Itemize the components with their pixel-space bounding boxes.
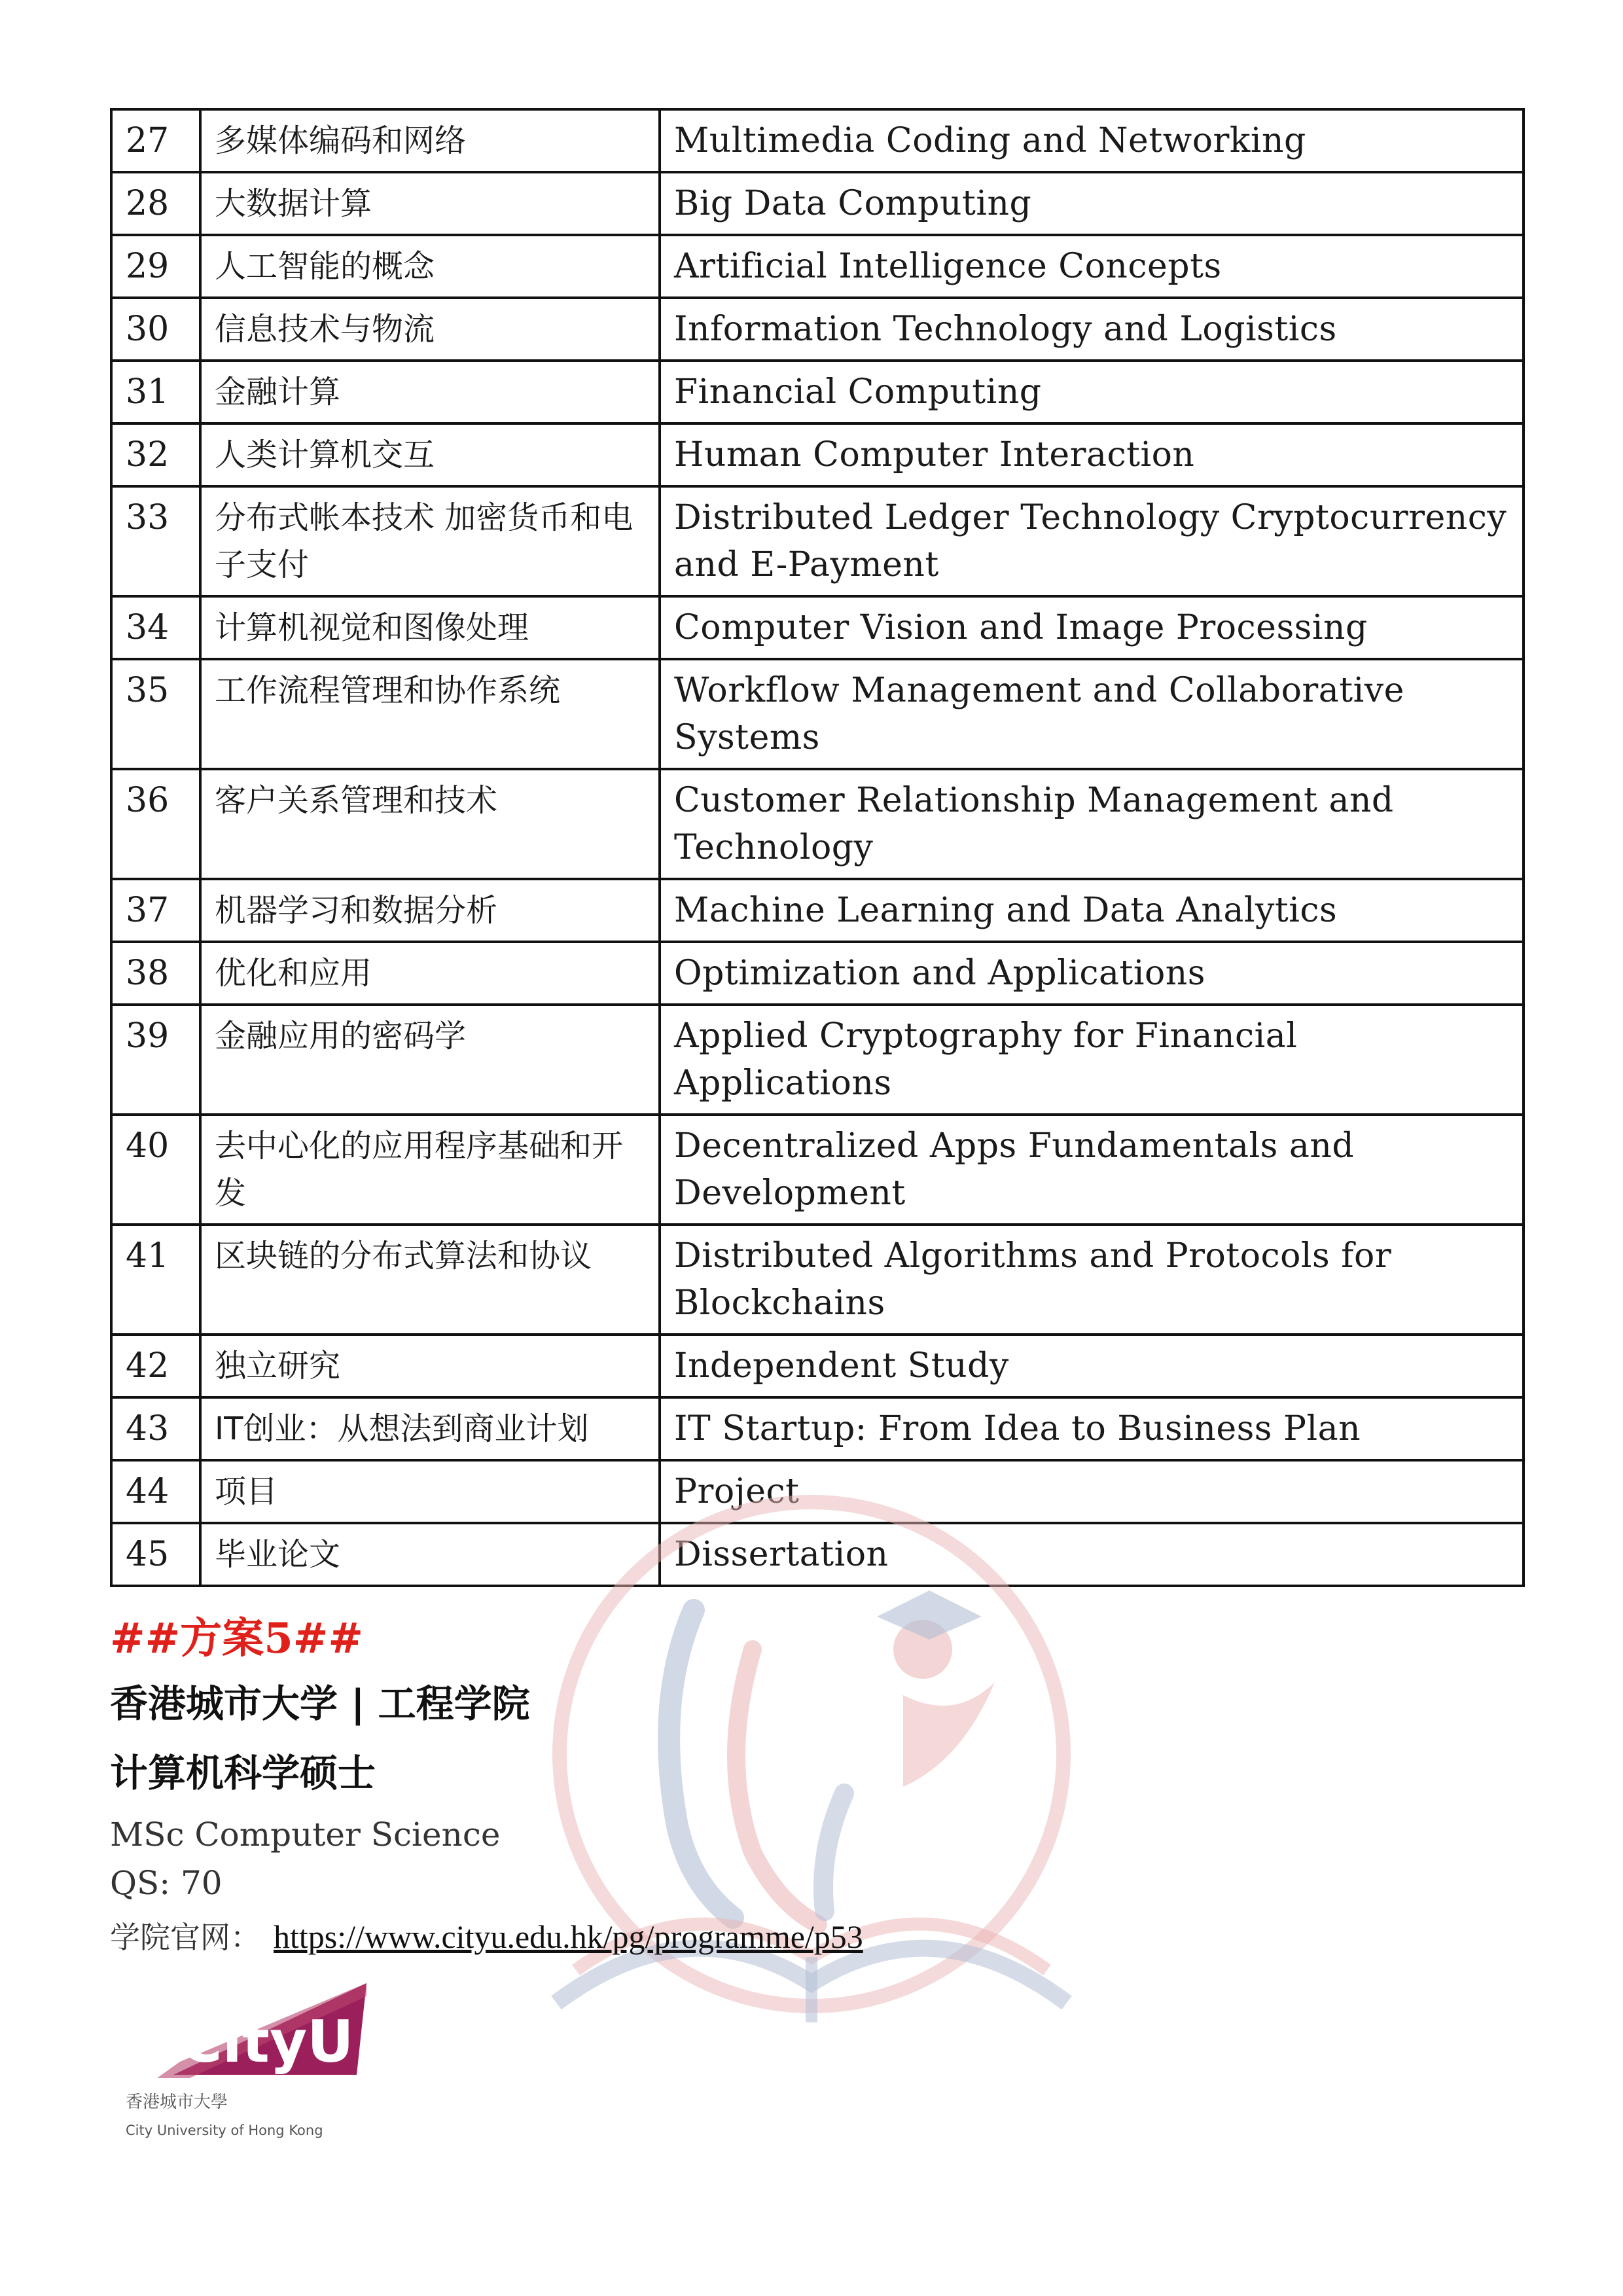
course-number: 34 <box>111 596 200 659</box>
course-name-zh: 计算机视觉和图像处理 <box>200 596 660 659</box>
course-name-zh: 项目 <box>200 1460 660 1523</box>
course-name-zh: 信息技术与物流 <box>200 298 660 361</box>
course-name-en: Project <box>660 1460 1524 1523</box>
course-name-zh: 工作流程管理和协作系统 <box>200 659 660 769</box>
course-number: 29 <box>111 235 200 298</box>
course-number: 28 <box>111 172 200 235</box>
website-link[interactable]: https://www.cityu.edu.hk/pg/programme/p53 <box>274 1918 863 1955</box>
course-number: 33 <box>111 486 200 596</box>
course-name-zh: 优化和应用 <box>200 942 660 1005</box>
degree-title-en: MSc Computer Science <box>110 1816 501 1854</box>
course-name-zh: 人类计算机交互 <box>200 423 660 486</box>
course-row <box>111 361 1524 423</box>
course-name-zh: 客户关系管理和技术 <box>200 769 660 879</box>
course-name-en: Big Data Computing <box>660 172 1524 235</box>
course-row <box>111 109 1524 172</box>
course-name-zh: 大数据计算 <box>200 172 660 235</box>
course-name-en: Decentralized Apps Fundamentals and Development <box>660 1115 1524 1225</box>
website-label: 学院官网： <box>110 1920 260 1955</box>
cityu-wordmark: CityU <box>180 2008 354 2075</box>
course-name-en: Independent Study <box>660 1335 1524 1397</box>
course-name-zh: 机器学习和数据分析 <box>200 879 660 942</box>
course-name-en: Distributed Ledger Technology Cryptocurrency and E-Payment <box>660 486 1524 596</box>
course-name-zh: 毕业论文 <box>200 1523 660 1586</box>
cityu-name-en: City University of Hong Kong <box>126 2123 323 2138</box>
course-name-zh: 多媒体编码和网络 <box>200 109 660 172</box>
option-title: ##方案5## <box>110 1614 364 1663</box>
degree-title-zh: 计算机科学硕士 <box>110 1751 376 1795</box>
course-row <box>111 1115 1524 1225</box>
course-table <box>110 108 1525 1587</box>
course-name-en: Computer Vision and Image Processing <box>660 596 1524 659</box>
course-number: 42 <box>111 1335 200 1397</box>
course-row <box>111 1335 1524 1397</box>
course-number: 35 <box>111 659 200 769</box>
course-number: 45 <box>111 1523 200 1586</box>
course-number: 43 <box>111 1397 200 1460</box>
course-name-en: Financial Computing <box>660 361 1524 423</box>
course-row <box>111 486 1524 596</box>
course-row <box>111 1005 1524 1115</box>
cityu-name-zh: 香港城市大學 <box>126 2092 228 2112</box>
course-row <box>111 172 1524 235</box>
course-name-en: Distributed Algorithms and Protocols for Blockchains <box>660 1225 1524 1335</box>
course-name-en: Machine Learning and Data Analytics <box>660 879 1524 942</box>
course-name-en: Optimization and Applications <box>660 942 1524 1005</box>
course-row <box>111 942 1524 1005</box>
course-name-zh: 分布式帐本技术 加密货币和电子支付 <box>200 486 660 596</box>
course-name-zh: IT创业：从想法到商业计划 <box>200 1397 660 1460</box>
qs-ranking: QS: 70 <box>110 1864 223 1902</box>
course-number: 32 <box>111 423 200 486</box>
school-name: 香港城市大学 | 工程学院 <box>110 1681 530 1726</box>
course-row <box>111 769 1524 879</box>
course-row <box>111 659 1524 769</box>
course-row <box>111 235 1524 298</box>
watermark-logo-icon <box>537 1486 1086 2049</box>
course-number: 31 <box>111 361 200 423</box>
website-line <box>110 1914 863 1957</box>
course-number: 30 <box>111 298 200 361</box>
course-name-en: Human Computer Interaction <box>660 423 1524 486</box>
course-name-en: Dissertation <box>660 1523 1524 1586</box>
course-name-zh: 独立研究 <box>200 1335 660 1397</box>
course-row <box>111 1225 1524 1335</box>
course-name-en: Workflow Management and Collaborative Systems <box>660 659 1524 769</box>
course-number: 38 <box>111 942 200 1005</box>
course-name-en: IT Startup: From Idea to Business Plan <box>660 1397 1524 1460</box>
course-number: 40 <box>111 1115 200 1225</box>
course-row <box>111 596 1524 659</box>
course-number: 41 <box>111 1225 200 1335</box>
course-table-body <box>111 109 1524 1586</box>
course-number: 44 <box>111 1460 200 1523</box>
course-name-en: Information Technology and Logistics <box>660 298 1524 361</box>
course-name-zh: 区块链的分布式算法和协议 <box>200 1225 660 1335</box>
course-number: 27 <box>111 109 200 172</box>
course-name-en: Multimedia Coding and Networking <box>660 109 1524 172</box>
course-name-zh: 去中心化的应用程序基础和开发 <box>200 1115 660 1225</box>
cityu-logo <box>118 1970 393 2166</box>
course-name-zh: 金融计算 <box>200 361 660 423</box>
course-name-zh: 金融应用的密码学 <box>200 1005 660 1115</box>
course-row <box>111 879 1524 942</box>
course-name-en: Artificial Intelligence Concepts <box>660 235 1524 298</box>
course-name-en: Applied Cryptography for Financial Applications <box>660 1005 1524 1115</box>
course-name-zh: 人工智能的概念 <box>200 235 660 298</box>
course-row <box>111 423 1524 486</box>
course-name-en: Customer Relationship Management and Technology <box>660 769 1524 879</box>
course-number: 36 <box>111 769 200 879</box>
course-row <box>111 298 1524 361</box>
course-number: 37 <box>111 879 200 942</box>
course-number: 39 <box>111 1005 200 1115</box>
course-row <box>111 1397 1524 1460</box>
